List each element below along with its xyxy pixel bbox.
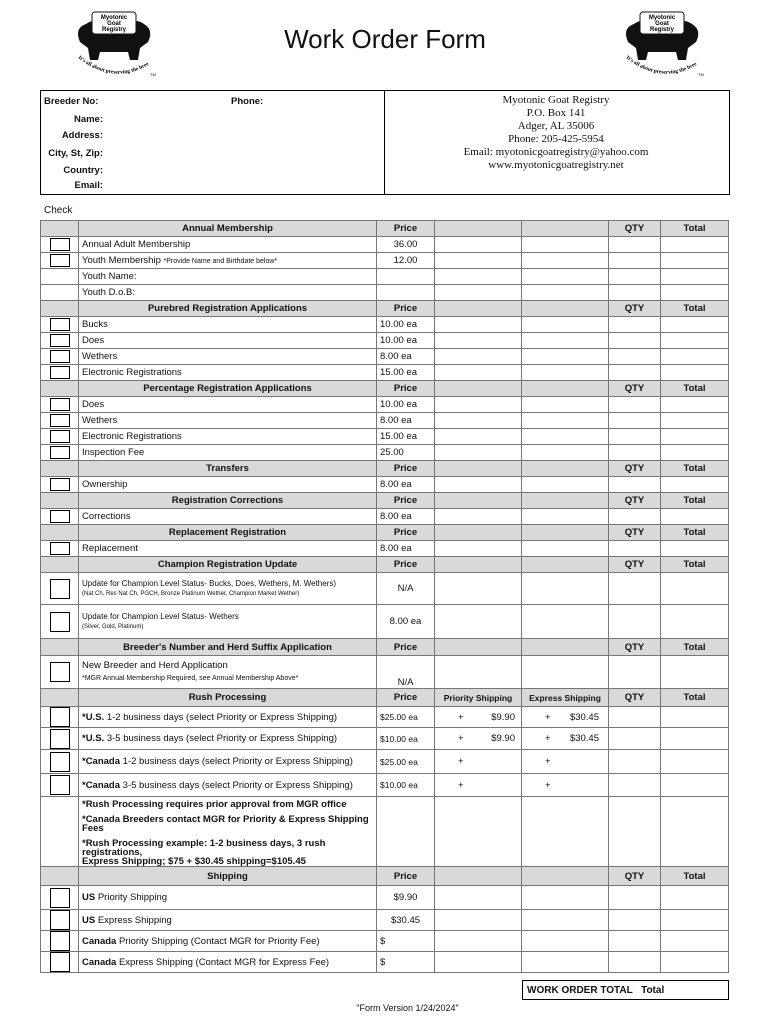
checkbox[interactable] [50, 478, 70, 491]
svg-text:Goat: Goat [107, 21, 121, 27]
champion-header: Champion Registration Update Price QTY Total [41, 557, 729, 573]
table-row: Youth D.o.B: [41, 285, 729, 301]
transfers-header: Transfers Price QTY Total [41, 461, 729, 477]
svg-text:Goat: Goat [655, 21, 669, 27]
table-row: Canada Express Shipping (Contact MGR for Express Fee) $ [41, 952, 729, 973]
address-label: Address: [61, 130, 103, 141]
table-row: Electronic Registrations 15.00 ea [41, 365, 729, 381]
table-row: Youth Membership *Provide Name and Birthdate below* 12.00 [41, 253, 729, 269]
svg-text:TM: TM [698, 72, 704, 77]
svg-text:It's all about preserving the: It's all about preserving the bree [624, 54, 699, 76]
contact-phone: Phone: 205-425-5954 [508, 133, 604, 145]
table-row: Canada Priority Shipping (Contact MGR for Priority Fee) $ [41, 931, 729, 952]
table-row: Electronic Registrations 15.00 ea [41, 429, 729, 445]
checkbox[interactable] [50, 446, 70, 459]
page-title: Work Order Form [284, 24, 486, 54]
table-row: Update for Champion Level Status- Bucks, Does, Wethers, M. Wethers) (Nat Ch, Res Nat Ch, PGCH, Bronze Platinum Wether, Champion Market Wether) N/A [41, 573, 729, 605]
svg-text:It's all about preserving the: It's all about preserving the bree [76, 54, 151, 76]
corrections-header: Registration Corrections Price QTY Total [41, 493, 729, 509]
rush-processing-header: Rush Processing Price Priority Shipping Express Shipping QTY Total [41, 689, 729, 707]
check-column-label: Check [44, 205, 73, 216]
checkbox[interactable] [50, 752, 70, 772]
shipping-header: Shipping Price QTY Total [41, 867, 729, 886]
checkbox[interactable] [50, 510, 70, 523]
purebred-header: Purebred Registration Applications Price QTY Total [41, 301, 729, 317]
registry-contact-box [383, 90, 730, 195]
table-row: Update for Champion Level Status- Wethers (Silver, Gold, Platinum) 8.00 ea [41, 605, 729, 639]
table-row: Replacement 8.00 ea [41, 541, 729, 557]
contact-web: www.myotonicgoatregistry.net [488, 159, 624, 171]
checkbox[interactable] [50, 662, 70, 682]
table-row: *U.S. 3-5 business days (select Priority or Express Shipping) $10.00 ea + $9.90 + $30.45 [41, 728, 729, 750]
table-row: Annual Adult Membership 36.00 [41, 237, 729, 253]
table-row: US Express Shipping $30.45 [41, 910, 729, 931]
table-row: Does 10.00 ea [41, 397, 729, 413]
checkbox[interactable] [50, 931, 70, 951]
breeder-number-header: Breeder's Number and Herd Suffix Application Price QTY Total [41, 639, 729, 656]
checkbox[interactable] [50, 910, 70, 930]
table-row: Corrections 8.00 ea [41, 509, 729, 525]
checkbox[interactable] [50, 238, 70, 251]
checkbox[interactable] [50, 254, 70, 267]
svg-text:Myotonic: Myotonic [100, 15, 128, 21]
svg-text:TM: TM [150, 72, 156, 77]
name-label: Name: [73, 114, 103, 125]
checkbox[interactable] [50, 729, 70, 749]
svg-text:Myotonic: Myotonic [648, 15, 676, 21]
table-row: US Priority Shipping $9.90 [41, 886, 729, 910]
checkbox[interactable] [50, 366, 70, 379]
contact-city: Adger, AL 35006 [517, 120, 595, 132]
breeder-info-box [40, 90, 385, 195]
checkbox[interactable] [50, 414, 70, 427]
work-order-table [40, 220, 729, 973]
checkbox[interactable] [50, 775, 70, 795]
table-row: Youth Name: [41, 269, 729, 285]
contact-email: Email: myotonicgoatregistry@yahoo.com [463, 146, 649, 158]
table-row: Bucks 10.00 ea [41, 317, 729, 333]
checkbox[interactable] [50, 318, 70, 331]
work-order-total: WORK ORDER TOTAL Total [522, 980, 729, 1000]
checkbox[interactable] [50, 952, 70, 972]
table-row: Inspection Fee 25.00 [41, 445, 729, 461]
svg-text:Registry: Registry [101, 27, 127, 33]
checkbox[interactable] [50, 430, 70, 443]
checkbox[interactable] [50, 579, 70, 599]
country-label: Country: [63, 165, 103, 176]
replacement-header: Replacement Registration Price QTY Total [41, 525, 729, 541]
contact-org: Myotonic Goat Registry [502, 94, 610, 106]
svg-text:Registry: Registry [649, 27, 675, 33]
percentage-header: Percentage Registration Applications Price QTY Total [41, 381, 729, 397]
checkbox[interactable] [50, 398, 70, 411]
table-row: *Canada 3-5 business days (select Priority or Express Shipping) $10.00 ea + + [41, 774, 729, 797]
checkbox[interactable] [50, 334, 70, 347]
city-label: City, St, Zip: [48, 148, 103, 159]
rush-notes-row: *Rush Processing requires prior approval from MGR office *Canada Breeders contact MGR for Priority & Express Shipping Fees *Rush Processing example: 1-2 business days, 3 rush registrations, Express Shipping; $75 + $30.45 shipping=$105.45 [41, 797, 729, 867]
annual-membership-header: Annual Membership Price QTY Total [41, 221, 729, 237]
table-row: Wethers 8.00 ea [41, 413, 729, 429]
checkbox[interactable] [50, 612, 70, 632]
checkbox[interactable] [50, 350, 70, 363]
table-row: Wethers 8.00 ea [41, 349, 729, 365]
table-row: New Breeder and Herd Application *MGR Annual Membership Required, see Annual Membership Above* N/A [41, 656, 729, 689]
table-row: *Canada 1-2 business days (select Priority or Express Shipping) $25.00 ea + + [41, 750, 729, 774]
email-label: Email: [74, 180, 103, 191]
table-row: Does 10.00 ea [41, 333, 729, 349]
table-row: *U.S. 1-2 business days (select Priority or Express Shipping) $25.00 ea + $9.90 + $30.45 [41, 707, 729, 728]
phone-label: Phone: [231, 96, 264, 107]
checkbox[interactable] [50, 888, 70, 908]
checkbox[interactable] [50, 707, 70, 727]
total-label: Total [641, 985, 665, 996]
table-row: Ownership 8.00 ea [41, 477, 729, 493]
breeder-no-label: Breeder No: [44, 96, 99, 107]
form-version: "Form Version 1/24/2024" [356, 1003, 459, 1013]
checkbox[interactable] [50, 542, 70, 555]
contact-box: P.O. Box 141 [526, 107, 586, 119]
